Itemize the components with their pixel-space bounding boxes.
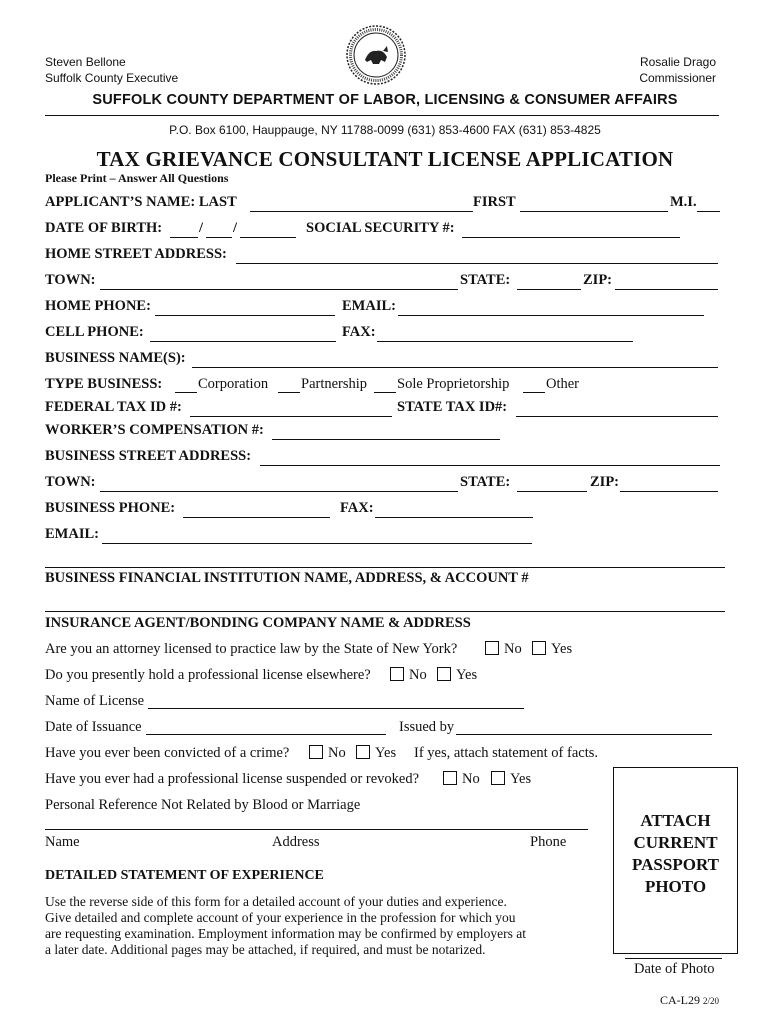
- home-phone-label: HOME PHONE:: [45, 298, 151, 314]
- ssn-field[interactable]: [462, 237, 680, 238]
- county-seal-icon: [345, 24, 407, 86]
- business-email-field[interactable]: [102, 543, 532, 544]
- issued-by-field[interactable]: [456, 734, 712, 735]
- dob-label: DATE OF BIRTH:: [45, 220, 163, 236]
- photo-line-4: PHOTO: [644, 877, 707, 896]
- business-phone-field[interactable]: [183, 517, 330, 518]
- business-fax-field[interactable]: [375, 517, 533, 518]
- photo-instructions: [613, 810, 738, 898]
- home-town-label: TOWN:: [45, 272, 96, 288]
- home-street-label: HOME STREET ADDRESS:: [45, 246, 227, 262]
- insurance-agent-field[interactable]: [45, 611, 725, 612]
- department-address: P.O. Box 6100, Hauppauge, NY 11788-0099 (631) 853-4600 FAX (631) 853-4825: [169, 123, 601, 137]
- other-blank[interactable]: [523, 392, 545, 393]
- other-option: Other: [546, 376, 580, 392]
- date-of-photo-label: Date of Photo: [634, 961, 715, 977]
- commissioner-name: Rosalie Drago: [639, 55, 716, 69]
- state-tax-label: STATE TAX ID#:: [397, 399, 508, 415]
- dob-month-field[interactable]: [170, 237, 198, 238]
- business-zip-field[interactable]: [620, 491, 718, 492]
- state-tax-field[interactable]: [516, 416, 718, 417]
- home-state-field[interactable]: [517, 289, 581, 290]
- business-street-field[interactable]: [260, 465, 720, 466]
- experience-line-1: Use the reverse side of this form for a detailed account of your duties and experience.: [45, 894, 507, 909]
- email-field[interactable]: [398, 315, 704, 316]
- insurance-agent-label: INSURANCE AGENT/BONDING COMPANY NAME & ADDRESS: [45, 615, 471, 631]
- business-town-label: TOWN:: [45, 474, 96, 490]
- prof-license-question: Do you presently hold a professional license elsewhere?: [45, 667, 371, 683]
- attorney-no-checkbox[interactable]: [485, 641, 499, 655]
- photo-line-2: CURRENT: [633, 833, 718, 852]
- county-executive-name: Steven Bellone: [45, 55, 126, 69]
- prof-license-yes-label: Yes: [456, 667, 478, 683]
- experience-line-2: Give detailed and complete account of your experience in the profession for which you: [45, 910, 516, 925]
- business-zip-label: ZIP:: [590, 474, 619, 490]
- crime-no-label: No: [328, 745, 346, 761]
- suspended-no-label: No: [462, 771, 480, 787]
- experience-heading: DETAILED STATEMENT OF EXPERIENCE: [45, 868, 324, 883]
- attorney-question: Are you an attorney licensed to practice law by the State of New York?: [45, 641, 458, 657]
- crime-yes-label: Yes: [375, 745, 397, 761]
- crime-note: If yes, attach statement of facts.: [414, 745, 598, 761]
- photo-line-3: PASSPORT: [632, 855, 719, 874]
- applicant-last-field[interactable]: [250, 211, 473, 212]
- crime-question: Have you ever been convicted of a crime?: [45, 745, 290, 761]
- experience-line-3: are requesting examination. Employment information may be confirmed by employers at: [45, 926, 526, 941]
- business-names-field[interactable]: [192, 367, 718, 368]
- experience-line-4: a later date. Additional pages may be attached, if required, and must be notarized.: [45, 942, 486, 957]
- name-of-license-label: Name of License: [45, 693, 145, 709]
- applicant-first-label: FIRST: [473, 194, 516, 210]
- form-revision: 2/20: [703, 996, 720, 1006]
- business-email-label: EMAIL:: [45, 526, 99, 542]
- applicant-mi-label: M.I.: [670, 194, 697, 210]
- county-executive-block: [45, 54, 178, 86]
- personal-reference-field[interactable]: [45, 829, 588, 830]
- business-phone-label: BUSINESS PHONE:: [45, 500, 176, 516]
- form-title: TAX GRIEVANCE CONSULTANT LICENSE APPLICATION: [96, 147, 674, 171]
- sole-proprietorship-option: Sole Proprietorship: [397, 376, 510, 392]
- email-label: EMAIL:: [342, 298, 396, 314]
- suspended-no-checkbox[interactable]: [443, 771, 457, 785]
- commissioner-title: Commissioner: [639, 71, 716, 85]
- home-phone-field[interactable]: [155, 315, 335, 316]
- partnership-option: Partnership: [301, 376, 368, 392]
- date-of-issuance-field[interactable]: [146, 734, 386, 735]
- dob-day-field[interactable]: [206, 237, 232, 238]
- home-town-field[interactable]: [100, 289, 458, 290]
- cell-phone-field[interactable]: [150, 341, 336, 342]
- financial-institution-label: BUSINESS FINANCIAL INSTITUTION NAME, ADDRESS, & ACCOUNT #: [45, 570, 529, 586]
- attorney-yes-label: Yes: [551, 641, 573, 657]
- date-of-issuance-label: Date of Issuance: [45, 719, 142, 735]
- form-code-number: CA-L29: [660, 993, 700, 1007]
- crime-yes-checkbox[interactable]: [356, 745, 370, 759]
- partnership-blank[interactable]: [278, 392, 300, 393]
- business-town-field[interactable]: [100, 491, 458, 492]
- prof-license-no-checkbox[interactable]: [390, 667, 404, 681]
- home-zip-field[interactable]: [615, 289, 718, 290]
- attorney-no-label: No: [504, 641, 522, 657]
- dob-slash-2: /: [233, 220, 238, 236]
- business-state-field[interactable]: [517, 491, 587, 492]
- home-street-field[interactable]: [236, 263, 718, 264]
- form-instructions: Please Print – Answer All Questions: [45, 171, 229, 185]
- federal-tax-field[interactable]: [190, 416, 392, 417]
- applicant-mi-field[interactable]: [697, 211, 720, 212]
- business-names-label: BUSINESS NAME(S):: [45, 350, 186, 366]
- department-name: SUFFOLK COUNTY DEPARTMENT OF LABOR, LICENSING & CONSUMER AFFAIRS: [92, 92, 678, 108]
- prof-license-yes-checkbox[interactable]: [437, 667, 451, 681]
- business-fax-label: FAX:: [340, 500, 374, 516]
- experience-instructions: [45, 894, 605, 958]
- fax-field[interactable]: [377, 341, 633, 342]
- reference-name-label: Name: [45, 834, 80, 850]
- attorney-yes-checkbox[interactable]: [532, 641, 546, 655]
- corporation-option: Corporation: [198, 376, 269, 392]
- cell-phone-label: CELL PHONE:: [45, 324, 144, 340]
- reference-address-label: Address: [272, 834, 320, 850]
- prof-license-no-label: No: [409, 667, 427, 683]
- dob-year-field[interactable]: [240, 237, 296, 238]
- personal-reference-heading: Personal Reference Not Related by Blood or Marriage: [45, 797, 361, 813]
- suspended-yes-label: Yes: [510, 771, 532, 787]
- financial-institution-field[interactable]: [45, 567, 725, 568]
- suspended-yes-checkbox[interactable]: [491, 771, 505, 785]
- home-state-label: STATE:: [460, 272, 511, 288]
- ssn-label: SOCIAL SECURITY #:: [306, 220, 455, 236]
- type-business-label: TYPE BUSINESS:: [45, 376, 163, 392]
- reference-phone-label: Phone: [530, 834, 567, 850]
- business-state-label: STATE:: [460, 474, 511, 490]
- county-executive-title: Suffolk County Executive: [45, 71, 179, 85]
- form-code: [660, 993, 719, 1008]
- suspended-question: Have you ever had a professional license suspended or revoked?: [45, 771, 420, 787]
- dob-slash-1: /: [199, 220, 204, 236]
- date-of-photo-field[interactable]: [625, 958, 722, 959]
- federal-tax-label: FEDERAL TAX ID #:: [45, 399, 182, 415]
- workers-comp-field[interactable]: [272, 439, 500, 440]
- sole-proprietorship-blank[interactable]: [374, 392, 396, 393]
- home-zip-label: ZIP:: [583, 272, 612, 288]
- commissioner-block: [639, 54, 716, 86]
- issued-by-label: Issued by: [399, 719, 455, 735]
- name-of-license-field[interactable]: [148, 708, 524, 709]
- crime-no-checkbox[interactable]: [309, 745, 323, 759]
- business-street-label: BUSINESS STREET ADDRESS:: [45, 448, 252, 464]
- applicant-last-label: APPLICANT’S NAME: LAST: [45, 194, 237, 210]
- applicant-first-field[interactable]: [520, 211, 668, 212]
- workers-comp-label: WORKER’S COMPENSATION #:: [45, 422, 264, 438]
- header-divider: [45, 115, 719, 116]
- fax-label: FAX:: [342, 324, 376, 340]
- corporation-blank[interactable]: [175, 392, 197, 393]
- photo-line-1: ATTACH: [640, 811, 711, 830]
